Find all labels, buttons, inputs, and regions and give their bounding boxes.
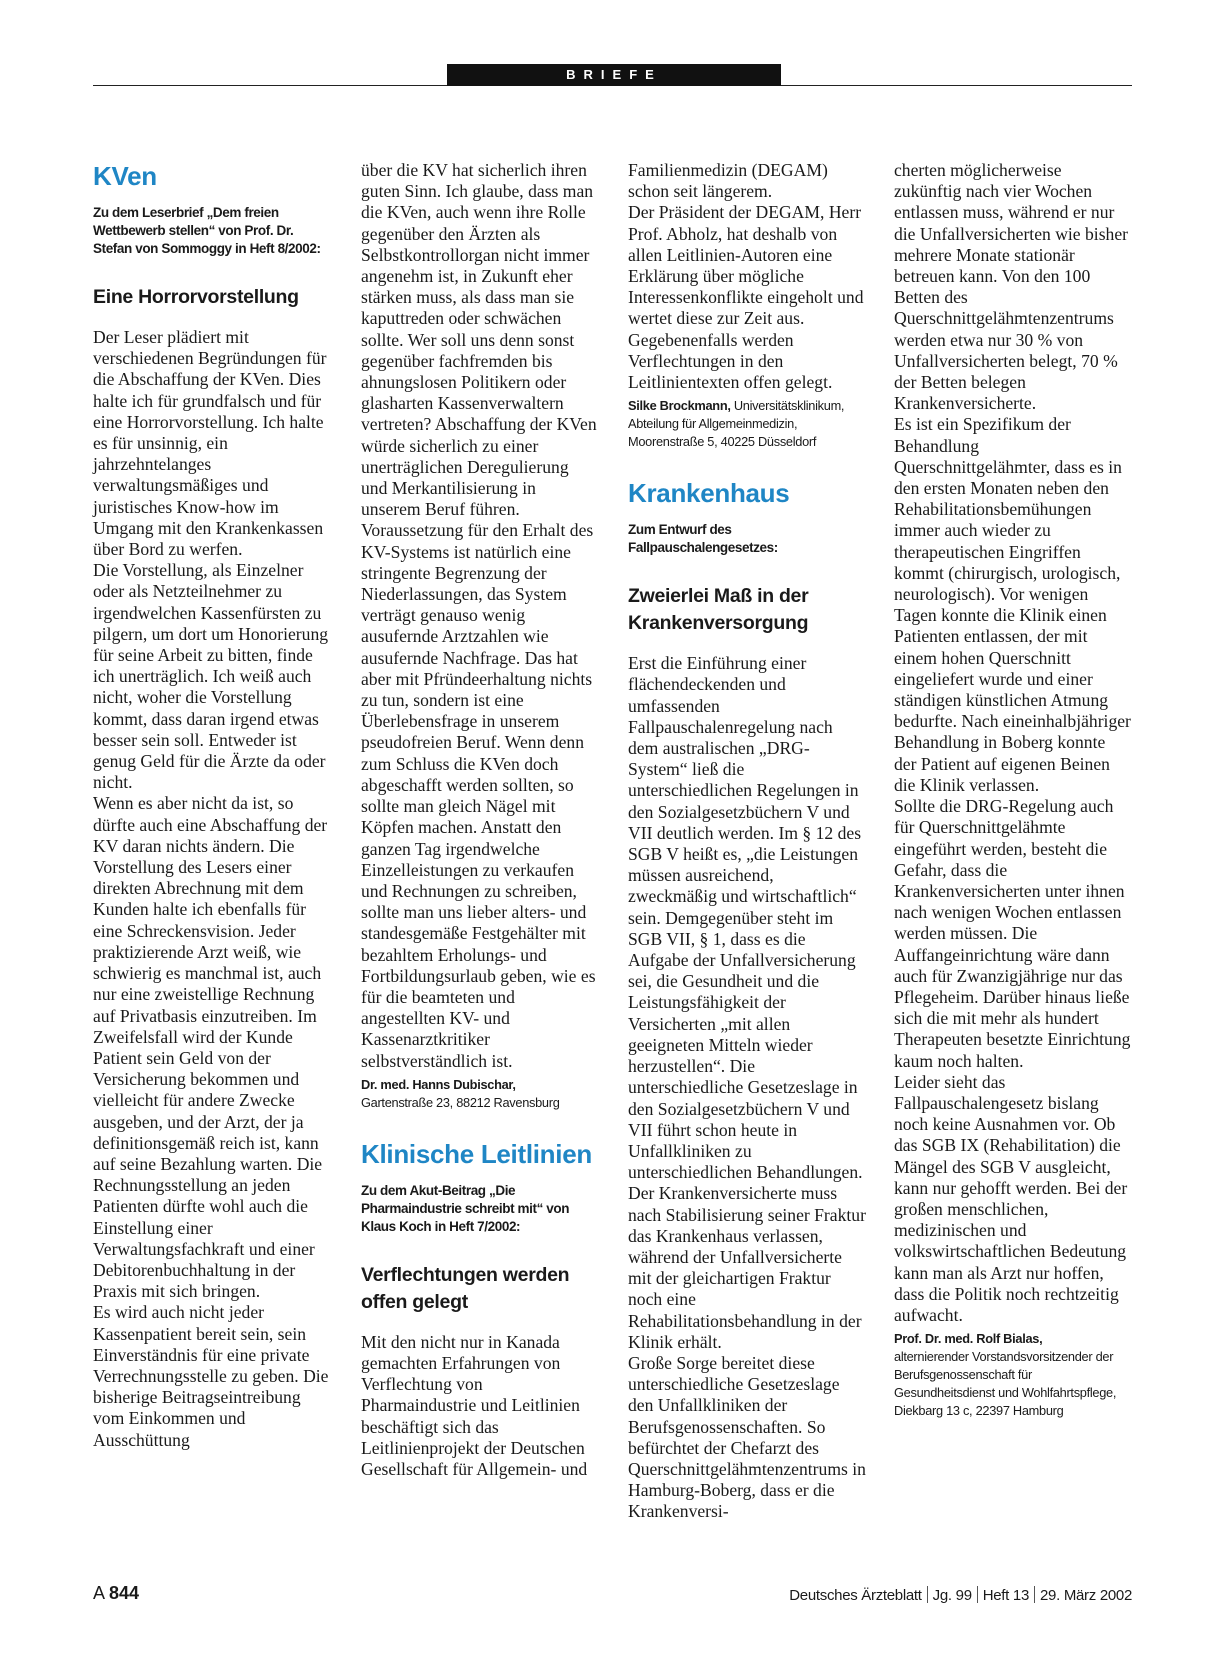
column-2	[361, 160, 599, 1480]
letter-headline: Zweierlei Maß in der Krankenversorgung	[628, 585, 809, 635]
signature	[361, 1076, 599, 1112]
paragraph: Wenn es aber nicht da ist, so dürfte auch eine Abschaffung der KV daran nichts ändern. Die Vorstellung des Lesers einer direkten Abrechnung mit dem Kunden halte ich ebenfalls für eine Schreckensvision. Jeder praktizierende Arzt weiß, wie schwierig es manchmal ist, auch nur eine zweistellige Rechnung auf Privatbasis einzutreiben. Im Zweifelsfall wird der Kunde Patient sein Geld von der Versicherung bekommen und vielleicht für andere Zwecke ausgeben, und der Arzt, der ja definitionsgemäß reich ist, kann auf seine Bezahlung warten. Die Rechnungsstellung an jeden Patienten dürfte wohl auch die Einstellung einer Verwaltungsfachkraft und einer Debitorenbuchhaltung in der Praxis mit sich bringen.	[93, 793, 328, 1302]
letter-body	[93, 327, 331, 1451]
signature	[628, 397, 866, 451]
paragraph: cherten möglicherweise zukünftig nach vier Wochen entlassen muss, während er nur die Unfallversicherten wie bisher mehrere Monate stationär betreuen kann. Von den 100 Betten des Querschnittgelähmtenzentrums werden etwa nur 30 % von Unfallversicherten belegt, 70 % der Betten belegen Krankenversicherte.	[894, 160, 1129, 414]
paragraph: Familienmedizin (DEGAM) schon seit längerem.	[628, 160, 828, 202]
paragraph: Es wird auch nicht jeder Kassenpatient bereit sein, sein Einverständnis für eine private Verrechnungsstelle zu geben. Die bisherige Beitragseintreibung vom Einkommen und Ausschüttung	[93, 1302, 329, 1450]
page-number	[93, 1583, 139, 1604]
paragraph: Sollte die DRG-Regelung auch für Querschnittgelähmte eingeführt werden, besteht die Gefahr, dass die Krankenversicherten unter ihnen nach wenigen Wochen entlassen werden müssen. Die Auffangeinrichtung wäre dann auch für Zwanzigjährige nur das Pflegeheim. Darüber hinaus ließe sich die mit mehr als hundert Therapeuten besetzte Einrichtung kaum noch halten.	[894, 796, 1131, 1071]
letter-intro: Zu dem Leserbrief „Dem freien Wettbewerb stellen“ von Prof. Dr. Stefan von Sommoggy in Heft 8/2002:	[93, 205, 321, 256]
signature-address: alternierender Vorstandsvorsitzender der Berufsgenossenschaft für Gesundheitsdienst und Wohlfahrtspflege, Diekbarg 13 c, 22397 Hamburg	[894, 1349, 1117, 1419]
paragraph: Große Sorge bereitet diese unterschiedliche Gesetzeslage den Unfallkliniken der Berufsgenossenschaften. So befürchtet der Chefarzt des Querschnittgelähmtenzentrums in Hamburg-Boberg, dass er die Krankenversi-	[628, 1352, 866, 1522]
signature-name: Prof. Dr. med. Rolf Bialas,	[894, 1331, 1043, 1347]
section-kicker-kven: KVen	[93, 161, 157, 191]
column-1	[93, 160, 331, 1451]
paragraph: über die KV hat sicherlich ihren guten Sinn. Ich glaube, dass man die KVen, auch wenn ihre Rolle gegenüber den Ärzten als Selbstkontrollorgan nicht immer angenehm ist, in Zukunft eher stärken muss, als dass man sie kaputtreden oder schwächen sollte. Wer soll uns denn sonst gegenüber fachfremden bis ahnungslosen Politikern oder glasharten Kassenverwaltern vertreten? Abschaffung der KVen würde sicherlich zu einer unerträglichen Deregulierung und Merkantilisierung in unserem Beruf führen. Voraussetzung für den Erhalt des KV-Systems ist natürlich eine stringente Begrenzung der Niederlassungen, das System verträgt genauso wenig ausufernde Arztzahlen wie ausufernde Nachfrage. Das hat aber mit Pfründeerhaltung nichts zu tun, sondern ist eine Überlebensfrage in unserem pseudofreien Beruf. Wenn denn zum Schluss die KVen doch abgeschafft werden sollten, so sollte man gleich Nägel mit Köpfen machen. Anstatt den ganzen Tag irgendwelche Einzelleistungen zu verkaufen und Rechnungen zu schreiben, sollte man uns lieber alters- und standesgemäße Festgehälter mit bezahltem Erholungs- und Fortbildungsurlaub geben, wie es für die beamteten und angestellten KV- und Kassenarztkritiker selbstverständlich ist.	[361, 160, 597, 1071]
page-prefix: A	[93, 1583, 105, 1603]
letter-intro: Zu dem Akut-Beitrag „Die Pharmaindustrie schreibt mit“ von Klaus Koch in Heft 7/2002:	[361, 1182, 570, 1234]
signature-address: Universitätsklinikum, Abteilung für Allgemeinmedizin, Moorenstraße 5, 40225 Düsseldorf	[628, 398, 845, 450]
section-label: BRIEFE	[447, 64, 781, 86]
signature-name: Silke Brockmann,	[628, 398, 731, 414]
signature-address: Gartenstraße 23, 88212 Ravensburg	[361, 1094, 560, 1110]
column-4	[894, 160, 1132, 1420]
paragraph: Die Vorstellung, als Einzelner oder als Netzteilnehmer zu irgendwelchen Kassenfürsten zu pilgern, um dort um Honorierung für seine Arbeit zu bitten, finde ich unerträglich. Ich weiß auch nicht, woher die Vorstellung kommt, dass daran irgend etwas besser sein soll. Entweder ist genug Geld für die Ärzte da oder nicht.	[93, 560, 329, 793]
letter-body	[628, 653, 866, 1522]
signature-name: Dr. med. Hanns Dubischar,	[361, 1076, 516, 1092]
letter-headline: Verflechtungen werden offen gelegt	[361, 1263, 570, 1313]
paragraph: Leider sieht das Fallpauschalengesetz bislang noch keine Ausnahmen vor. Ob das SGB IX (Rehabilitation) die Mängel des SGB V ausgleicht, kann nur gehofft werden. Bei der großen menschlichen, medizinischen und volkswirtschaftlichen Bedeutung kann man als Arzt nur hoffen, dass die Politik noch rechtzeitig aufwacht.	[894, 1071, 1128, 1325]
page-value: 844	[109, 1583, 140, 1603]
letter-intro: Zum Entwurf des Fallpauschalengesetzes:	[628, 522, 778, 556]
journal-name: Deutsches Ärzteblatt	[789, 1587, 922, 1604]
paragraph: Mit den nicht nur in Kanada gemachten Erfahrungen von Verflechtung von Pharmaindustrie und Leitlinien beschäftigt sich das Leitlinienprojekt der Deutschen Gesellschaft für Allgemein- und	[361, 1331, 588, 1479]
column-3	[628, 160, 866, 1523]
section-kicker-leitlinien: Klinische Leitlinien	[361, 1138, 592, 1169]
signature	[894, 1330, 1132, 1420]
section-kicker-krankenhaus: Krankenhaus	[628, 478, 790, 509]
letter-headline: Eine Horrorvorstellung	[93, 286, 299, 308]
letter-body	[894, 160, 1132, 1326]
journal-citation	[789, 1586, 1132, 1604]
letter-body	[361, 160, 599, 1072]
journal-date: 29. März 2002	[1040, 1587, 1132, 1604]
paragraph: Erst die Einführung einer flächendeckenden und umfassenden Fallpauschalenregelung nach dem australischen „DRG-System“ ließ die unterschiedlichen Regelungen in den Sozialgesetzbüchern V und VII deutlich werden. Im § 12 des SGB V heißt es, „die Leistungen müssen ausreichend, zweckmäßig und wirtschaftlich“ sein. Demgegenüber steht im SGB VII, § 1, dass es die Aufgabe der Unfallversicherung sei, die Gesundheit und die Leistungsfähigkeit der Versicherten „mit allen geeigneten Mitteln wieder herzustellen“. Die unterschiedliche Gesetzeslage in den Sozialgesetzbüchern V und VII führt schon heute in Unfallkliniken zu unterschiedlichen Behandlungen. Der Krankenversicherte muss nach Stabilisierung seiner Fraktur das Krankenhaus verlassen, während der Unfallversicherte mit der gleichartigen Fraktur noch eine Rehabilitationsbehandlung in der Klinik erhält.	[628, 653, 866, 1352]
paragraph: Der Präsident der DEGAM, Herr Prof. Abholz, hat deshalb von allen Leitlinien-Autoren eine Erklärung über mögliche Interessenkonflikte eingeholt und wertet diese zur Zeit aus. Gegebenenfalls werden Verflechtungen in den Leitlinientexten offen gelegt.	[628, 202, 864, 393]
paragraph: Der Leser plädiert mit verschiedenen Begründungen für die Abschaffung der KVen. Dies halte ich für grundfalsch und für eine Horrorvorstellung. Ich halte es für unsinnig, ein jahrzehntelanges verwaltungsmäßiges und juristisches Know-how im Umgang mit den Krankenkassen über Bord zu werfen.	[93, 327, 327, 560]
journal-issue: Heft 13	[982, 1587, 1029, 1604]
journal-volume: Jg. 99	[932, 1587, 972, 1604]
letter-body	[361, 1332, 599, 1480]
paragraph: Es ist ein Spezifikum der Behandlung Querschnittgelähmter, dass es in den ersten Monaten neben den Rehabilitationsbemühungen immer auch wieder zu therapeutischen Eingriffen kommt (chirurgisch, urologisch, neurologisch). Vor wenigen Tagen konnte die Klinik einen Patienten entlassen, der mit einem hohen Querschnitt eingeliefert wurde und einer ständigen künstlichen Atmung bedurfte. Nach eineinhalbjähriger Behandlung in Boberg konnte der Patient auf eigenen Beinen die Klinik verlassen.	[894, 414, 1131, 795]
letter-body	[628, 160, 866, 393]
